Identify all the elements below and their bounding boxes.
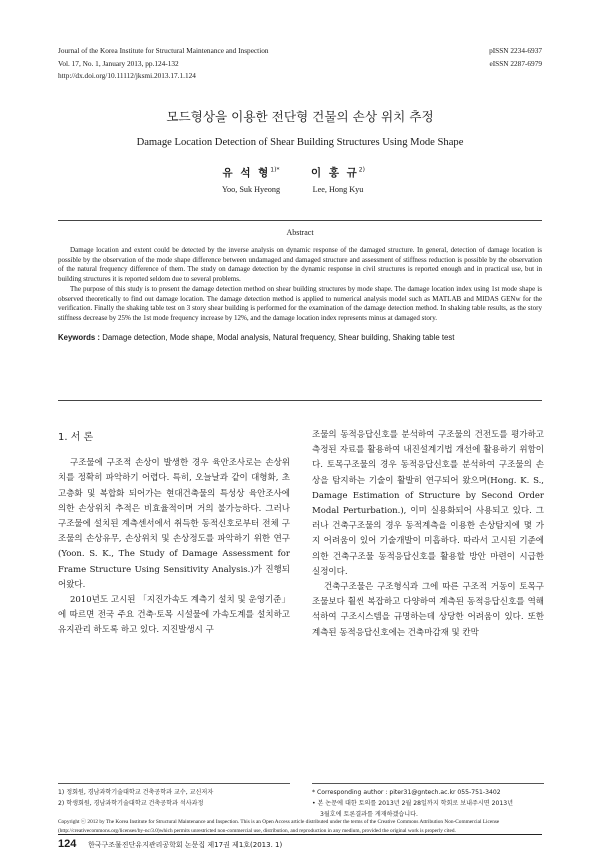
footnote-divider-right [312,783,544,784]
pissn: pISSN 2234-6937 [489,46,542,55]
author-1-english: Yoo, Suk Hyeong [221,185,281,194]
paper-title-english: Damage Location Detection of Shear Building Structures Using Mode Shape [136,137,464,148]
footnotes-left [58,787,290,809]
footnote: • 본 논문에 대한 토의를 2013년 2월 28일까지 학회로 보내주시면 2013년 [312,800,514,807]
footnotes-right [312,787,544,820]
abstract-divider [58,400,542,401]
author-2-english: Lee, Hong Kyu [312,185,364,194]
paper-title-korean: 모드형상을 이용한 전단형 건물의 손상 위치 추정 [166,109,434,124]
footnote: 1) 정회원, 경남과학기술대학교 건축공학과 교수, 교신저자 [58,789,214,796]
copyright-notice: Copyright ⓒ 2012 by The Korea Institute for Structural Maintenance and Inspection. This is an Open Access article distributed under the terms of the Creative Commons Attribution Non-Commercial License (http://creativecommons.org/licenses/by-nc/3.0)which permits unrestricted non-commercial use, distribution, and reproduction in any medium, provided the original work is properly cited. [58,819,500,834]
footnote: 2) 학생회원, 경남과학기술대학교 건축공학과 석사과정 [58,800,204,807]
page-number: 124 [58,838,77,848]
body-column-right [312,428,544,641]
issn-block [489,45,542,70]
body-paragraph: 건축구조물은 구조형식과 그에 따른 구조적 거동이 토목구조물보다 훨씬 복잡하고 다양하여 계측된 동적응답신호를 역해석하여 구조시스템을 규명하는데 상당한 어려움이 있다. 또한 계측된 동적응답신호에는 건축마감재 및 칸막 [312,582,544,638]
keywords-line [58,333,542,342]
abstract-text [58,246,542,324]
doi-link[interactable]: http://dx.doi.org/10.11112/jksmi.2013.17.1.124 [58,71,196,80]
abstract-paragraph-2: The purpose of this study is to present the damage detection method on shear building structures by mode shape. The damage location index using 1st mode shape is observed theoretically to find out damage location. The damage detection method is applied to numerical analysis model such as MATLAB and MIDAS GENw for the verification. Finally the shaking table test on 3 story shear building is performed for the examination of the damage detection method. In shaking table results, as the story stiffness decrease by 25% the 1st mode frequency increase by 12%, and the damage location index represents minus at damaged story. [58,284,542,322]
author-1-korean: 유 석 형$^{1)*}$ [222,166,280,179]
footer-rule [58,834,542,835]
abstract-section [58,220,542,342]
section-title: 1. 서 론 [58,432,94,443]
keywords-label: Keywords : [58,332,101,342]
footnote-divider-left [58,783,290,784]
body-column-left [58,428,290,639]
footer-journal: 한국구조물진단유지관리공학회 논문집 제17권 제1호(2013. 1) [88,841,283,848]
footnote: 3월호에 토론결과를 게재하겠습니다. [320,811,418,818]
abstract-paragraph-1: Damage location and extent could be detected by the inverse analysis on dynamic response of the damaged structure. In general, detection of damage location is possible by the observation of the mode shape difference between undamaged and damaged structure and assessment of stiffness reduction is possible by the observation of the natural frequency difference of them. The study on damage detection by the dynamic response in civil structures is reported enough and in practical use, but in building structures it is reported seldom due to several problems. [58,246,542,284]
corresponding-author: * Corresponding author : piter31@gntech.ac.kr 055-751-3402 [312,789,501,796]
author-2-korean: 이 홍 규$^{2)}$ [311,166,365,179]
journal-header [58,45,269,83]
author-2 [283,165,393,194]
eissn: eISSN 2287-6979 [489,58,542,68]
body-paragraph: 조물의 동적응답신호를 분석하여 구조물의 건전도를 평가하고 측정된 자료를 활용하여 내진설계기법 개선에 활용하기 위함이다. 토목구조물의 경우 동적응답신호를 분석하여 구조물의 손상을 탐지하는 기술이 활발히 연구되어 왔으며(Hong. K. S., Damage Estimation of Structure by Second Order Modal Perturbation.), 이미 실용화되어 사용되고 있다. 그러나 건축구조물의 경우 동적계측을 이용한 손상탐지에 몇 가지 어려움이 있어 기술개발이 미흡하다. 따라서 고시된 기준에 의한 건축구조물 동적응답신호를 활용할 방안 마련이 시급한 실정이다. [312,430,544,577]
abstract-heading: Abstract [286,228,314,237]
volume-info: Vol. 17, No. 1, January 2013, pp.124-132 [58,58,179,68]
keywords-list: Damage detection, Mode shape, Modal analysis, Natural frequency, Shear building, Shaking table test [102,332,455,342]
body-paragraph: 구조물에 구조적 손상이 발생한 경우 육안조사로는 손상위치를 정확히 파악하기 어렵다. 특히, 오늘날과 같이 대형화, 초고층화 및 복합화 되어가는 현대건축물의 특성상 육안조사에 의한 손상위치 추적은 비효율적이며 거의 불가능하다. 그러나 구조물에 설치된 계측센서에서 취득한 동적신호로부터 전체 구조물의 손상유무, 손상위치 및 손상정도를 파악하기 위한 연구(Yoon. S. K., The Study of Damage Assessment for Frame Structure Using Sensitivity Analysis.)가 진행되어왔다. [58,458,290,590]
body-paragraph: 2010년도 고시된 「지진가속도 계측기 설치 및 운영기준」에 따르면 전국 주요 건축·토목 시설물에 가속도계를 설치하고 유지관리 하도록 하고 있다. 지진발생시 구 [58,595,290,636]
journal-name: Journal of the Korea Institute for Structural Maintenance and Inspection [58,46,269,55]
